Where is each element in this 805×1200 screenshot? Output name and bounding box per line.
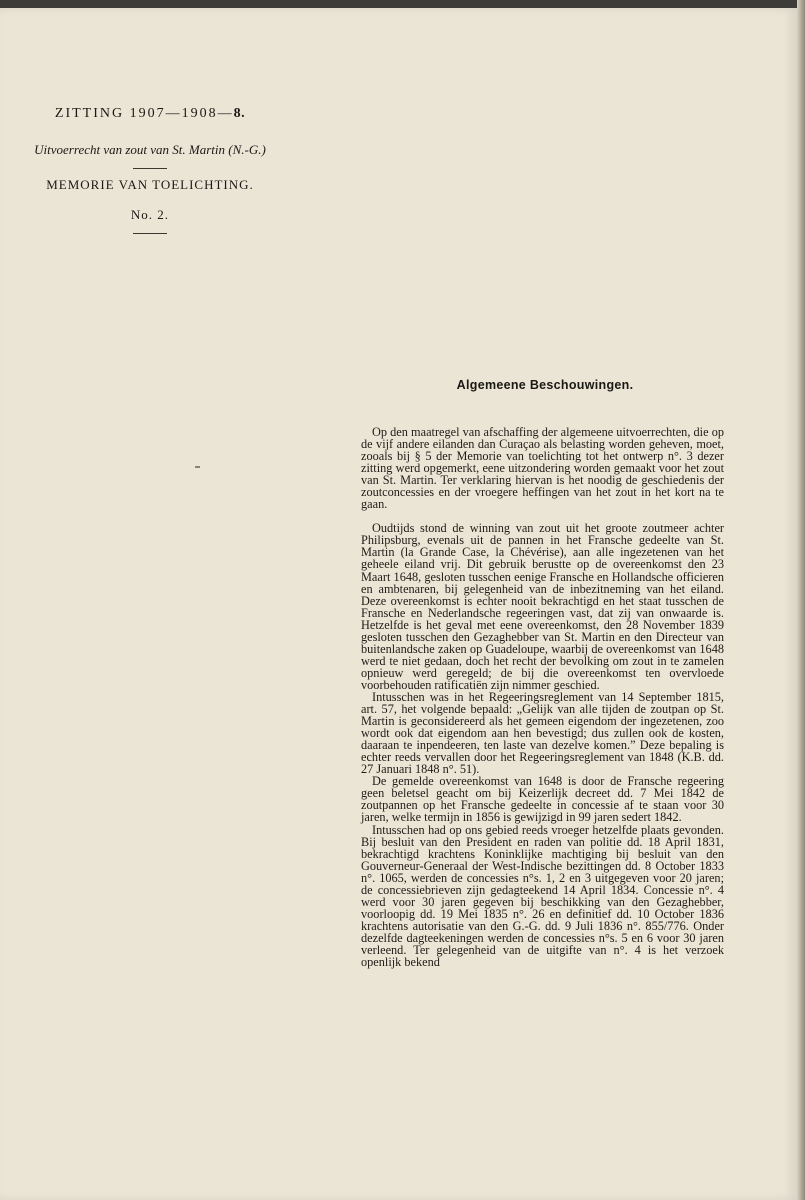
paragraph: Intusschen had op ons gebied reeds vroeger hetzelfde plaats gevonden. Bij besluit van den President en raden van politie dd. 18 April 1831, bekrachtigd krachtens Koninklijke machtiging bij besluit van den Gouverneur-Generaal der West-Indische bezittingen dd. 8 October 1833 n°. 1065, werden de concessies n°s. 1, 2 en 3 uitgegeven voor 20 jaren; de concessiebrieven zijn gedagteekend 14 April 1834. Concessie n°. 4 werd voor 30 jaren gegeven bij beschikking van den Gezaghebber, voorloopig dd. 19 Mei 1835 n°. 26 en definitief dd. 10 October 1836 krachtens autorisatie van den G.-G. dd. 9 Juli 1836 n°. 855/776. Onder dezelfde dagteekeningen werden de concessies n°s. 5 en 6 voor 30 jaren verleend. Ter gelegenheid van de uitgifte van n°. 4 is het verzoek openlijk bekend	[361, 822, 724, 970]
paragraph: Oudtijds stond de winning van zout uit het groote zoutmeer achter Philipsburg, evenals uit de pannen in het Fransche gedeelte van St. Martin (la Grande Case, la Chévérise), aan alle ingezetenen van het geheele eiland vrij. Dit gebruik berustte op de overeenkomst den 23 Maart 1648, gesloten tusschen eenige Fransche en Hollandsche officieren en ambtenaren, bij gelegenheid van de inbezitneming van het eiland. Deze overeenkomst is echter nooit bekrachtigd en het staat tusschen de Fransche en Nederlandsche regeeringen vast, dat zij van onwaarde is. Hetzelfde is het geval met eene overeenkomst, den 28 November 1839 gesloten tusschen den Gezaghebber van St. Martin en den Directeur van buitenlandsche zaken op Guadeloupe, waarbij de overeenkomst van 1648 werd te niet gedaan, doch het recht der bevolking om zout in te zamelen opnieuw werd geregeld; de bij die overeenkomst ten overvloede voorbehouden ratificatiën zijn nimmer geschied.	[361, 521, 724, 692]
document-number: No. 2.	[130, 207, 170, 222]
session-number: 8.	[233, 106, 246, 121]
document-page	[0, 8, 797, 1200]
paragraph: Op den maatregel van afschaffing der algemeene uitvoerrechten, die op de vijf andere eilanden dan Curaçao als belasting worden geheven, moet, zooals bij § 5 der Memorie van toelichting tot het ontwerp n°. 3 dezer zitting werd opgemerkt, eene uitzondering worden gemaakt voor het zout van St. Martin. Ter verklaring hiervan is het noodig de geschiedenis der zoutconcessies en der vroegere heffingen van het zout in het kort na te gaan.	[361, 425, 724, 512]
session-line	[30, 106, 270, 122]
document-type: MEMORIE VAN TOELICHTING.	[46, 177, 254, 192]
document-subject: Uitvoerrecht van zout van St. Martin (N.-G.)	[34, 142, 266, 157]
page-edge-shadow	[797, 0, 805, 1200]
scan-speck	[195, 466, 200, 468]
body-text	[361, 426, 724, 968]
divider	[133, 168, 167, 169]
document-header	[30, 106, 270, 234]
section-title: Algemeene Beschouwingen.	[456, 378, 634, 392]
divider	[133, 233, 167, 234]
session-label: ZITTING 1907—1908—	[54, 106, 234, 121]
paragraph: Intusschen was in het Regeeringsreglement van 14 September 1815, art. 57, het volgende bepaald: „Gelijk van alle tijden de zoutpan op St. Martin is geconsidereerd als het gemeen eigendom der ingezetenen, zoo wordt ook dat eigendom aan hen bevestigd; dus zullen ook de kosten, daaraan te inpendeeren, ten laste van dezelve komen.” Deze bepaling is echter reeds vervallen door het Regeeringsreglement van 1848 (K.B. dd. 27 Januari 1848 n°. 51).	[361, 689, 724, 777]
paragraph: De gemelde overeenkomst van 1648 is door de Fransche regeering geen beletsel geacht om bij Keizerlijk decreet dd. 7 Mei 1842 de zoutpannen op het Fransche gedeelte in concessie af te staan voor 30 jaren, welke termijn in 1856 is gewijzigd in 99 jaren sedert 1842.	[361, 774, 724, 825]
